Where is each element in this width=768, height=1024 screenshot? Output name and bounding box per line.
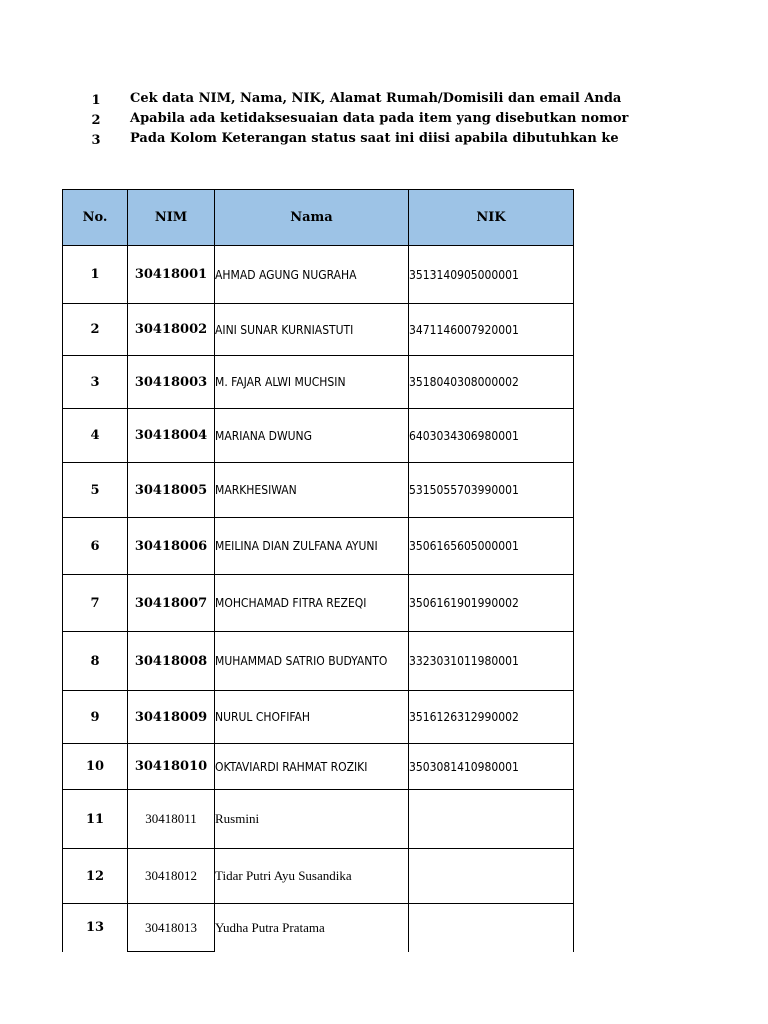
cell-nama: MARIANA DWUNG [215, 409, 409, 463]
cell-nama: M. FAJAR ALWI MUCHSIN [215, 356, 409, 409]
cell-nama: AHMAD AGUNG NUGRAHA [215, 246, 409, 304]
cell-nim: 30418002 [128, 304, 215, 356]
instruction-text: Apabila ada ketidaksesuaian data pada item yang disebutkan nomor [130, 111, 629, 126]
table-row [63, 409, 574, 463]
cell-no: 12 [63, 849, 128, 904]
cell-no: 1 [63, 246, 128, 304]
table-row [63, 246, 574, 304]
cell-no: 10 [63, 744, 128, 790]
student-table [62, 189, 574, 952]
cell-nim: 30418001 [128, 246, 215, 304]
cell-nik: 3506161901990002 [409, 575, 574, 632]
instructions-list [0, 90, 629, 150]
instruction-number: 3 [91, 133, 101, 148]
cell-nik [409, 904, 574, 952]
cell-nik [409, 790, 574, 849]
cell-nim: 30418010 [128, 744, 215, 790]
cell-nim: 30418013 [128, 904, 215, 952]
cell-nama: Rusmini [215, 790, 409, 849]
table-row [63, 744, 574, 790]
instruction-text: Cek data NIM, Nama, NIK, Alamat Rumah/Domisili dan email Anda [130, 91, 622, 106]
cell-nim: 30418003 [128, 356, 215, 409]
header-nim: NIM [128, 190, 215, 246]
table-row [63, 463, 574, 518]
cell-nim: 30418009 [128, 691, 215, 744]
cell-nama: Tidar Putri Ayu Susandika [215, 849, 409, 904]
cell-nim: 30418004 [128, 409, 215, 463]
cell-nim: 30418012 [128, 849, 215, 904]
cell-nik: 3506165605000001 [409, 518, 574, 575]
cell-no: 6 [63, 518, 128, 575]
cell-nama: Yudha Putra Pratama [215, 904, 409, 952]
cell-nik: 3513140905000001 [409, 246, 574, 304]
cell-nik [409, 849, 574, 904]
cell-nama: NURUL CHOFIFAH [215, 691, 409, 744]
cell-nim: 30418007 [128, 575, 215, 632]
instruction-number: 2 [91, 113, 101, 128]
cell-no: 11 [63, 790, 128, 849]
cell-nama: MARKHESIWAN [215, 463, 409, 518]
table-row [63, 691, 574, 744]
cell-nim: 30418008 [128, 632, 215, 691]
cell-no: 3 [63, 356, 128, 409]
cell-nik: 3516126312990002 [409, 691, 574, 744]
header-no: No. [63, 190, 128, 246]
cell-no: 8 [63, 632, 128, 691]
table-row [63, 575, 574, 632]
instruction-text: Pada Kolom Keterangan status saat ini diisi apabila dibutuhkan ke [130, 131, 619, 146]
cell-no: 4 [63, 409, 128, 463]
cell-no: 9 [63, 691, 128, 744]
instruction-item [0, 110, 629, 130]
cell-nik: 3323031011980001 [409, 632, 574, 691]
cell-nama: MOHCHAMAD FITRA REZEQI [215, 575, 409, 632]
table-header-row [63, 190, 574, 246]
table-row [63, 304, 574, 356]
header-nama: Nama [215, 190, 409, 246]
header-nik: NIK [409, 190, 574, 246]
cell-no: 2 [63, 304, 128, 356]
table-row [63, 904, 574, 952]
cell-nama: OKTAVIARDI RAHMAT ROZIKI [215, 744, 409, 790]
cell-no: 13 [63, 904, 128, 952]
cell-nik: 3503081410980001 [409, 744, 574, 790]
cell-nik: 3518040308000002 [409, 356, 574, 409]
instruction-item [0, 130, 619, 150]
cell-nim: 30418005 [128, 463, 215, 518]
cell-nik: 5315055703990001 [409, 463, 574, 518]
cell-no: 5 [63, 463, 128, 518]
instruction-item [0, 90, 622, 110]
cell-nim: 30418011 [128, 790, 215, 849]
cell-nama: AINI SUNAR KURNIASTUTI [215, 304, 409, 356]
table-row [63, 632, 574, 691]
cell-nik: 3471146007920001 [409, 304, 574, 356]
cell-nama: MEILINA DIAN ZULFANA AYUNI [215, 518, 409, 575]
cell-nim: 30418006 [128, 518, 215, 575]
table-row [63, 356, 574, 409]
cell-nama: MUHAMMAD SATRIO BUDYANTO [215, 632, 409, 691]
instruction-number: 1 [91, 93, 101, 108]
table-row [63, 790, 574, 849]
cell-nik: 6403034306980001 [409, 409, 574, 463]
cell-no: 7 [63, 575, 128, 632]
table-row [63, 849, 574, 904]
table-row [63, 518, 574, 575]
